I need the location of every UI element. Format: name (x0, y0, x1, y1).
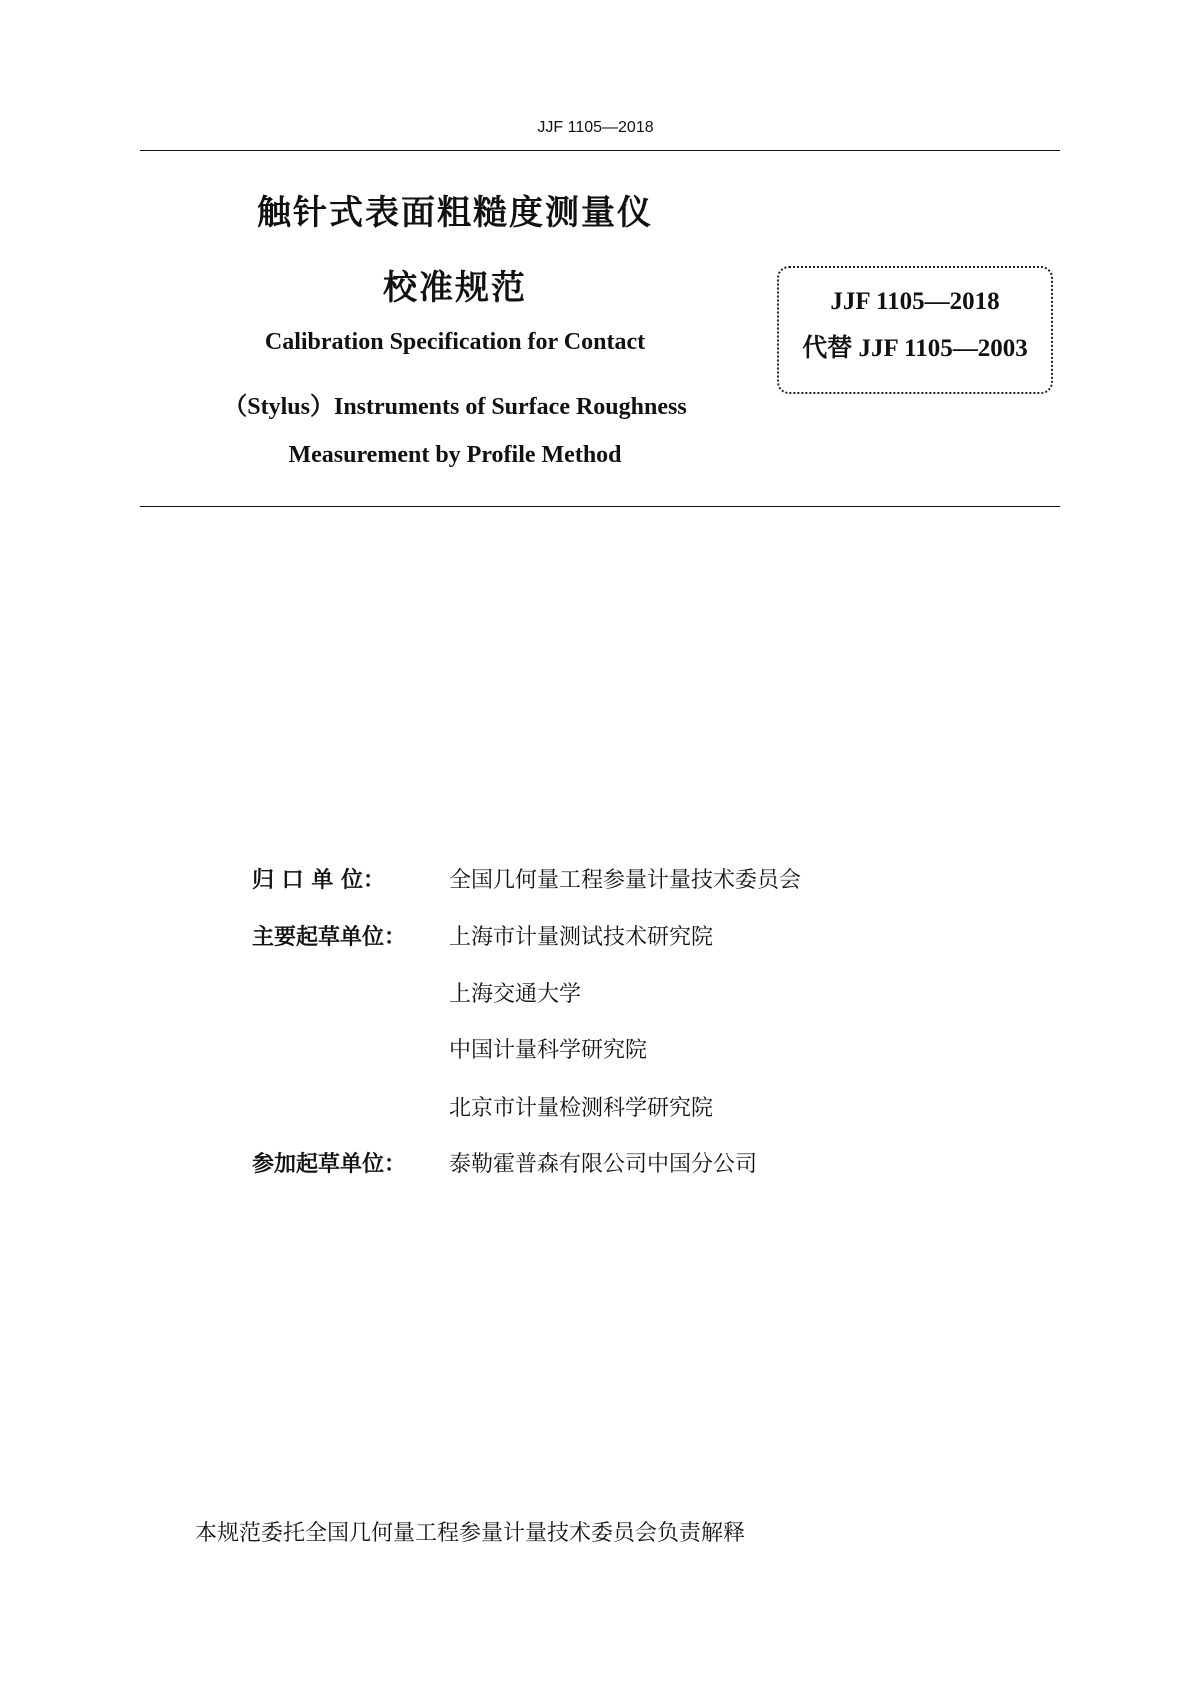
unit-value: 上海交通大学 (449, 982, 582, 1007)
unit-value: 泰勒霍普森有限公司中国分公司 (449, 1152, 758, 1177)
code-box (777, 266, 1053, 394)
title-chinese-line2: 校准规范 (383, 268, 527, 308)
unit-label-responsible: 归 口 单 位： (252, 868, 385, 893)
title-english-line3: Measurement by Profile Method (288, 442, 622, 468)
top-rule (140, 150, 1060, 151)
interpretation-note: 本规范委托全国几何量工程参量计量技术委员会负责解释 (195, 1521, 746, 1546)
replaces-code: 代替 JJF 1105—2003 (802, 335, 1028, 362)
title-english-line2: （Stylus）Instruments of Surface Roughness (223, 394, 687, 420)
unit-value: 北京市计量检测科学研究院 (449, 1096, 714, 1121)
bottom-rule (140, 506, 1060, 507)
running-header: JJF 1105—2018 (537, 119, 654, 136)
standard-code: JJF 1105—2018 (830, 288, 1000, 315)
title-english-line1: Calibration Specification for Contact (264, 329, 646, 355)
unit-value: 全国几何量工程参量计量技术委员会 (449, 868, 802, 893)
unit-label-main-drafting: 主要起草单位： (252, 925, 407, 950)
unit-value: 上海市计量测试技术研究院 (449, 925, 714, 950)
title-chinese-line1: 触针式表面粗糙度测量仪 (257, 193, 653, 233)
unit-value: 中国计量科学研究院 (449, 1038, 648, 1063)
unit-label-participating: 参加起草单位： (252, 1152, 407, 1177)
